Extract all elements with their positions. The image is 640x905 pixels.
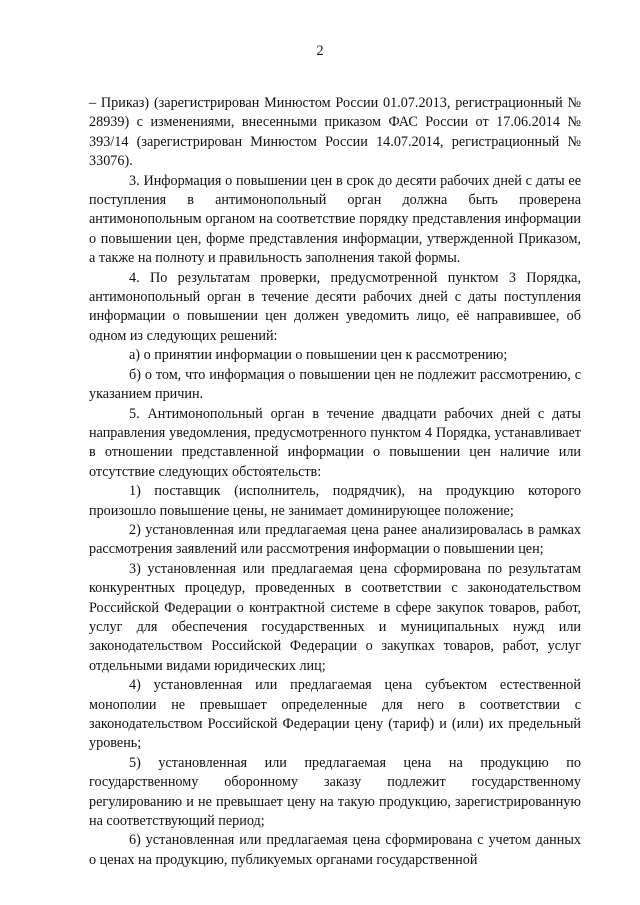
paragraph-subitem-a: а) о принятии информации о повышении цен к рассмотрению; <box>129 347 508 364</box>
document-body <box>89 94 581 870</box>
paragraph-order-registration: – Приказ) (зарегистрирован Минюстом России 01.07.2013, регистрационный № 28939) с изменениями, внесенными приказом ФАС России от 17.06.2014 № 393/14 (зарегистрирован Минюстом России 14.07.2014, регистрационный № 33076). <box>89 95 581 170</box>
paragraph-item-3: 3. Информация о повышении цен в срок до десяти рабочих дней с даты ее поступления в антимонопольный орган должна быть проверена антимонопольным органом на соответствие порядку представления информации о повышении цен, форме представления информации, утвержденной Приказом, а также на полноту и правильность заполнения такой формы. <box>89 172 581 267</box>
paragraph-item-4: 4. По результатам проверки, предусмотренной пунктом 3 Порядка, антимонопольный орган в течение десяти рабочих дней с даты поступления информации о повышении цен должен уведомить лицо, её направившее, об одном из следующих решений: <box>89 269 581 344</box>
paragraph-circumstance-2: 2) установленная или предлагаемая цена ранее анализировалась в рамках рассмотрения заявлений или рассмотрения информации о повышении цен; <box>89 521 581 558</box>
paragraph-circumstance-4: 4) установленная или предлагаемая цена субъектом естественной монополии не превышает определенные для него в соответствии с законодательством Российской Федерации цену (тариф) и (или) их предельный уровень; <box>89 677 581 752</box>
paragraph-item-5: 5. Антимонопольный орган в течение двадцати рабочих дней с даты направления уведомления, предусмотренного пунктом 4 Порядка, устанавливает в отношении представленной информации о повышении цен наличие или отсутствие следующих обстоятельств: <box>89 405 581 480</box>
page-number: 2 <box>316 43 324 59</box>
paragraph-circumstance-1: 1) поставщик (исполнитель, подрядчик), на продукцию которого произошло повышение цены, не занимает доминирующее положение; <box>89 483 581 519</box>
paragraph-circumstance-6: 6) установленная или предлагаемая цена сформирована с учетом данных о ценах на продукцию, публикуемых органами государственной <box>89 832 581 868</box>
paragraph-subitem-b: б) о том, что информация о повышении цен не подлежит рассмотрению, с указанием причин. <box>89 366 581 403</box>
paragraph-circumstance-5: 5) установленная или предлагаемая цена на продукцию по государственному оборонному заказу подлежит государственному регулированию и не превышает цену на такую продукцию, зарегистрированную на соответствующий период; <box>89 754 581 830</box>
paragraph-circumstance-3: 3) установленная или предлагаемая цена сформирована по результатам конкурентных процедур, проведенных в соответствии с законодательством Российской Федерации о контрактной системе в сфере закупок товаров, работ, услуг для обеспечения государственных и муниципальных нужд или законодательством Российской Федерации о закупках товаров, работ, услуг отдельными видами юридических лиц; <box>89 560 581 674</box>
